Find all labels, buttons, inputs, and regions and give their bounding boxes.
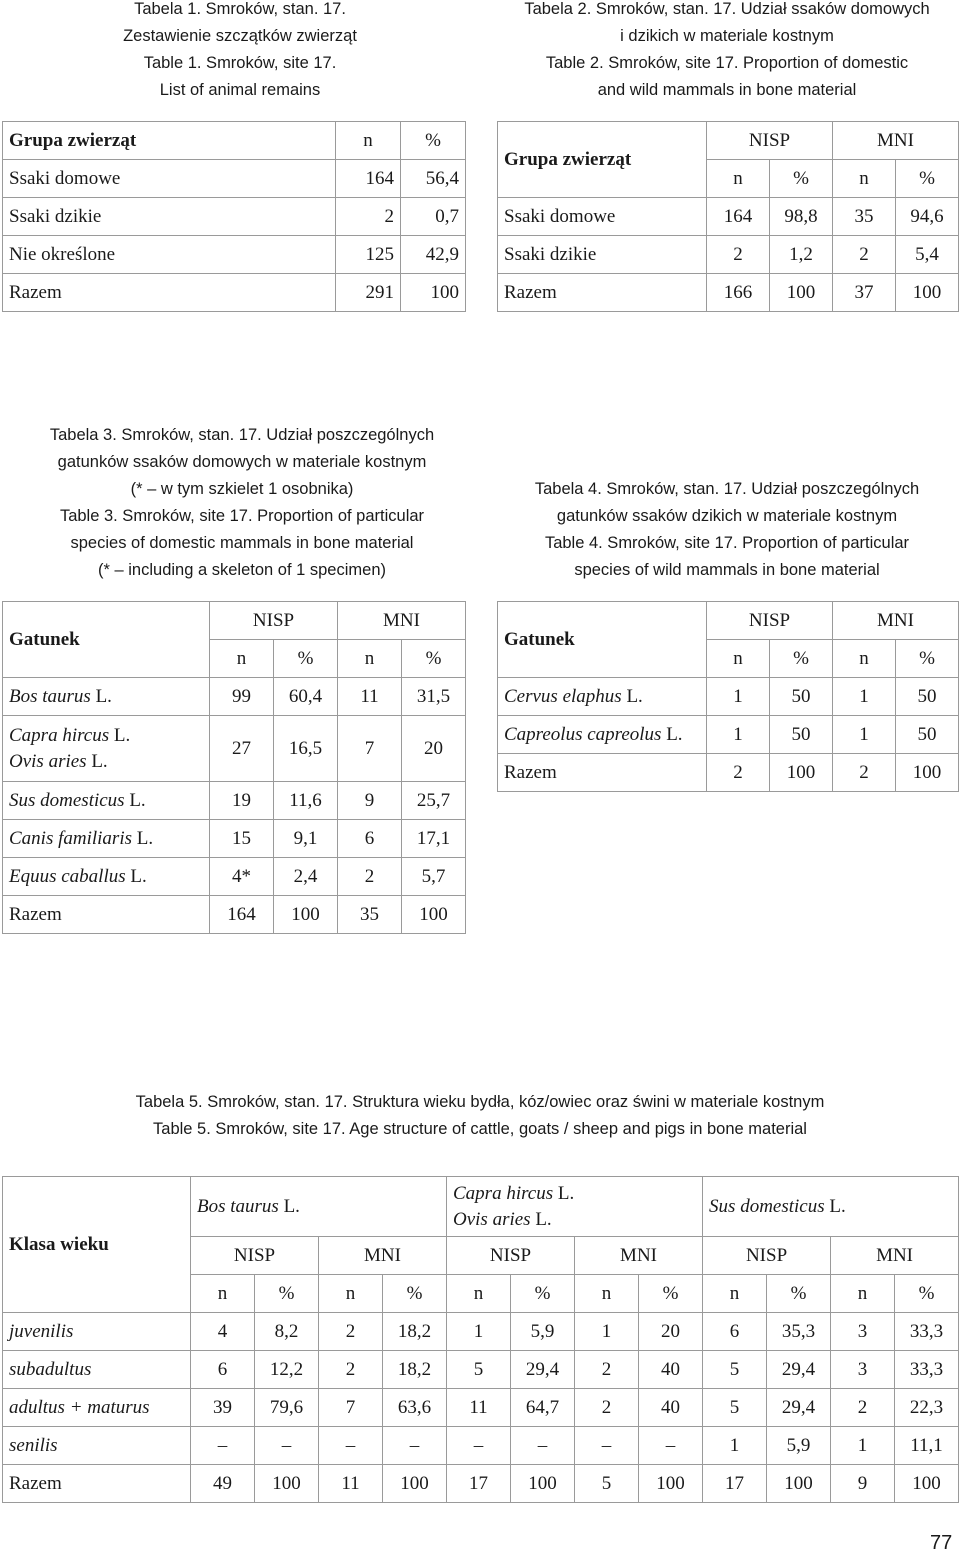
species-author: L. (109, 724, 131, 746)
table-header-row (3, 602, 466, 640)
cell: 100 (401, 274, 466, 312)
table1-caption (60, 0, 420, 104)
species-cell (3, 716, 210, 782)
header-nisp: NISP (447, 1237, 575, 1275)
cell: 25,7 (402, 782, 466, 820)
header-mni: MNI (833, 602, 959, 640)
header-n: n (210, 640, 274, 678)
cell: 17 (447, 1465, 511, 1503)
cell: Razem (3, 274, 336, 312)
header-species: Gatunek (498, 602, 707, 678)
species-cell (498, 716, 707, 754)
cell: 42,9 (401, 236, 466, 274)
header-group: Grupa zwierząt (498, 122, 707, 198)
header-pct: % (767, 1275, 831, 1313)
cell: 5,4 (896, 236, 959, 274)
cell: Razem (498, 754, 707, 792)
header-n: n (338, 640, 402, 678)
cell: 40 (639, 1389, 703, 1427)
header-n: n (833, 640, 896, 678)
cell: 1 (447, 1313, 511, 1351)
cell: 9,1 (274, 820, 338, 858)
cell: 5 (447, 1351, 511, 1389)
species-author: L. (86, 750, 108, 772)
cell: 98,8 (770, 198, 833, 236)
cell: 39 (191, 1389, 255, 1427)
header-pct: % (639, 1275, 703, 1313)
cell: 100 (770, 274, 833, 312)
cell: 100 (767, 1465, 831, 1503)
species-author: L. (530, 1208, 552, 1230)
header-n: n (831, 1275, 895, 1313)
table4 (497, 601, 959, 792)
cell: 100 (896, 274, 959, 312)
table3-caption (2, 422, 482, 584)
cell: 2 (833, 754, 896, 792)
table-row (498, 754, 959, 792)
cell: 50 (770, 716, 833, 754)
caption-line: Tabela 5. Smroków, stan. 17. Struktura wieku bydła, kóz/owiec oraz świni w materiale kostnym (135, 1093, 825, 1111)
cell: Ssaki dzikie (498, 236, 707, 274)
cell: 166 (707, 274, 770, 312)
header-n: n (707, 160, 770, 198)
cell: Razem (498, 274, 707, 312)
cell: 1 (707, 716, 770, 754)
species-name: Capreolus capreolus (504, 723, 662, 745)
species-author: L. (90, 685, 112, 707)
cell: 2 (833, 236, 896, 274)
caption-line: species of wild mammals in bone material (574, 561, 880, 579)
header-pct: % (401, 122, 466, 160)
species-author: L. (278, 1195, 300, 1217)
table1 (2, 121, 466, 312)
table-header-row (498, 122, 959, 160)
header-pct: % (255, 1275, 319, 1313)
caption-line: Table 2. Smroków, site 17. Proportion of domestic (545, 54, 909, 72)
cell: – (383, 1427, 447, 1465)
cell: 0,7 (401, 198, 466, 236)
age-class-cell: senilis (3, 1427, 191, 1465)
cell: 2 (575, 1389, 639, 1427)
species-author: L. (621, 685, 643, 707)
age-class-cell: Razem (3, 1465, 191, 1503)
cell: 100 (383, 1465, 447, 1503)
cell: 2,4 (274, 858, 338, 896)
header-nisp: NISP (707, 602, 833, 640)
cell: 1 (703, 1427, 767, 1465)
cell: 100 (895, 1465, 959, 1503)
cell: 20 (402, 716, 466, 782)
cell: 33,3 (895, 1351, 959, 1389)
cell: 5 (703, 1351, 767, 1389)
cell: 2 (575, 1351, 639, 1389)
species-name: Cervus elaphus (504, 685, 622, 707)
table-row (3, 782, 466, 820)
cell: 100 (896, 754, 959, 792)
cell: 1,2 (770, 236, 833, 274)
caption-line: Table 1. Smroków, site 17. (143, 54, 337, 72)
caption-line: species of domestic mammals in bone material (70, 534, 414, 552)
cell: 2 (338, 858, 402, 896)
cell: 17,1 (402, 820, 466, 858)
cell: 2 (319, 1351, 383, 1389)
table-row (3, 1389, 959, 1427)
header-mni: MNI (833, 122, 959, 160)
caption-line: Table 3. Smroków, site 17. Proportion of particular (59, 507, 425, 525)
header-pct: % (274, 640, 338, 678)
cell: 164 (707, 198, 770, 236)
age-class-cell: subadultus (3, 1351, 191, 1389)
cell: 16,5 (274, 716, 338, 782)
table-row (3, 274, 466, 312)
cell: 100 (255, 1465, 319, 1503)
cell: 15 (210, 820, 274, 858)
cell: 20 (639, 1313, 703, 1351)
species-name: Ovis aries (453, 1208, 531, 1230)
caption-line: gatunków ssaków dzikich w materiale kostnym (556, 507, 898, 525)
table-row (3, 198, 466, 236)
cell: 2 (319, 1313, 383, 1351)
cell: Ssaki domowe (498, 198, 707, 236)
header-age-class: Klasa wieku (3, 1177, 191, 1313)
cell: 50 (896, 716, 959, 754)
cell: 37 (833, 274, 896, 312)
species-author: L. (553, 1182, 575, 1204)
cell: 40 (639, 1351, 703, 1389)
header-nisp: NISP (210, 602, 338, 640)
cell: Razem (3, 896, 210, 934)
table-row (498, 236, 959, 274)
caption-line: Tabela 4. Smroków, stan. 17. Udział poszczególnych (534, 480, 920, 498)
species-name: Ovis aries (9, 750, 87, 772)
cell: 100 (274, 896, 338, 934)
caption-line: (* – w tym szkielet 1 osobnika) (130, 480, 354, 498)
header-n: n (191, 1275, 255, 1313)
header-n: n (575, 1275, 639, 1313)
header-n: n (319, 1275, 383, 1313)
cell: – (511, 1427, 575, 1465)
cell: 64,7 (511, 1389, 575, 1427)
cell: 29,4 (767, 1389, 831, 1427)
cell: 5,9 (767, 1427, 831, 1465)
cell: 164 (210, 896, 274, 934)
species-name: Canis familiaris (9, 827, 132, 849)
cell: 35 (338, 896, 402, 934)
table-row (3, 820, 466, 858)
species-name: Sus domesticus (9, 789, 125, 811)
species-author: L. (132, 827, 154, 849)
cell: 50 (770, 678, 833, 716)
cell: 100 (511, 1465, 575, 1503)
species-author: L. (661, 723, 683, 745)
header-nisp: NISP (703, 1237, 831, 1275)
header-n: n (833, 160, 896, 198)
caption-line: List of animal remains (159, 81, 321, 99)
page-number: 77 (930, 1532, 953, 1554)
cell: 2 (336, 198, 401, 236)
species-cell (498, 678, 707, 716)
table-row (3, 1351, 959, 1389)
species-cell (3, 782, 210, 820)
header-pct: % (383, 1275, 447, 1313)
species-cell (3, 858, 210, 896)
species-author: L. (824, 1195, 846, 1217)
cell: 4* (210, 858, 274, 896)
cell: – (575, 1427, 639, 1465)
table-species-row (3, 1177, 959, 1237)
cell: 8,2 (255, 1313, 319, 1351)
cell: 2 (707, 236, 770, 274)
table-row (3, 160, 466, 198)
cell: 27 (210, 716, 274, 782)
header-nisp: NISP (707, 122, 833, 160)
header-mni: MNI (575, 1237, 703, 1275)
cell: 63,6 (383, 1389, 447, 1427)
table-header-row (498, 602, 959, 640)
cell: 94,6 (896, 198, 959, 236)
cell: 7 (319, 1389, 383, 1427)
table-row (3, 678, 466, 716)
caption-line: Table 5. Smroków, site 17. Age structure of cattle, goats / sheep and pigs in bone material (153, 1120, 807, 1138)
table-header-row (3, 122, 466, 160)
cell: – (191, 1427, 255, 1465)
header-mni: MNI (831, 1237, 959, 1275)
header-pct: % (770, 640, 833, 678)
cell: 125 (336, 236, 401, 274)
species-name: Bos taurus (197, 1195, 279, 1217)
table2-caption (497, 0, 957, 104)
cell: 60,4 (274, 678, 338, 716)
caption-line: Zestawienie szczątków zwierząt (123, 27, 357, 45)
cell: 18,2 (383, 1313, 447, 1351)
cell: 17 (703, 1465, 767, 1503)
table3 (2, 601, 466, 934)
table-row (3, 236, 466, 274)
cell: Ssaki dzikie (3, 198, 336, 236)
caption-line: gatunków ssaków domowych w materiale kostnym (57, 453, 427, 471)
cell: 50 (896, 678, 959, 716)
cell: 1 (831, 1427, 895, 1465)
table-row (3, 1427, 959, 1465)
cell: 12,2 (255, 1351, 319, 1389)
cell: 100 (402, 896, 466, 934)
species-name: Equus caballus (9, 865, 126, 887)
species-name: Capra hircus (9, 724, 110, 746)
cell: 11 (447, 1389, 511, 1427)
species-name: Capra hircus (453, 1182, 554, 1204)
cell: 11 (338, 678, 402, 716)
species-author: L. (125, 865, 147, 887)
table5 (2, 1176, 959, 1503)
header-species (191, 1177, 447, 1237)
header-pct: % (770, 160, 833, 198)
cell: Ssaki domowe (3, 160, 336, 198)
table-row (3, 1465, 959, 1503)
cell: 29,4 (511, 1351, 575, 1389)
cell: – (319, 1427, 383, 1465)
cell: 31,5 (402, 678, 466, 716)
cell: 1 (833, 678, 896, 716)
cell: 11,6 (274, 782, 338, 820)
cell: 11 (319, 1465, 383, 1503)
cell: 3 (831, 1351, 895, 1389)
cell: 19 (210, 782, 274, 820)
caption-line: Tabela 1. Smroków, stan. 17. (134, 0, 346, 18)
cell: – (255, 1427, 319, 1465)
table-row (498, 678, 959, 716)
cell: 7 (338, 716, 402, 782)
cell: 291 (336, 274, 401, 312)
header-nisp: NISP (191, 1237, 319, 1275)
table-row (3, 858, 466, 896)
species-cell (3, 678, 210, 716)
cell: 4 (191, 1313, 255, 1351)
header-pct: % (511, 1275, 575, 1313)
species-name: Sus domesticus (709, 1195, 825, 1217)
cell: 22,3 (895, 1389, 959, 1427)
age-class-cell: juvenilis (3, 1313, 191, 1351)
cell: 29,4 (767, 1351, 831, 1389)
table5-body (3, 1313, 959, 1503)
cell: 79,6 (255, 1389, 319, 1427)
caption-line: and wild mammals in bone material (597, 81, 857, 99)
header-n: n (336, 122, 401, 160)
caption-line: (* – including a skeleton of 1 specimen) (98, 561, 386, 579)
age-class-cell: adultus + maturus (3, 1389, 191, 1427)
cell: 5 (575, 1465, 639, 1503)
cell: 1 (833, 716, 896, 754)
cell: 49 (191, 1465, 255, 1503)
table-row (3, 716, 466, 782)
cell: – (447, 1427, 511, 1465)
cell: 5,7 (402, 858, 466, 896)
cell: 35 (833, 198, 896, 236)
header-pct: % (895, 1275, 959, 1313)
table-row (3, 1313, 959, 1351)
header-mni: MNI (338, 602, 466, 640)
cell: Nie określone (3, 236, 336, 274)
cell: 6 (191, 1351, 255, 1389)
header-n: n (447, 1275, 511, 1313)
cell: 99 (210, 678, 274, 716)
header-species: Gatunek (3, 602, 210, 678)
caption-line: Tabela 3. Smroków, stan. 17. Udział poszczególnych (49, 426, 435, 444)
cell: 2 (707, 754, 770, 792)
table5-caption (0, 1089, 960, 1143)
cell: 35,3 (767, 1313, 831, 1351)
cell: 5,9 (511, 1313, 575, 1351)
table-row (498, 716, 959, 754)
cell: 2 (831, 1389, 895, 1427)
cell: 3 (831, 1313, 895, 1351)
cell: 9 (338, 782, 402, 820)
table-row (498, 274, 959, 312)
cell: 18,2 (383, 1351, 447, 1389)
species-cell (3, 820, 210, 858)
cell: 1 (575, 1313, 639, 1351)
header-mni: MNI (319, 1237, 447, 1275)
header-pct: % (402, 640, 466, 678)
header-species (703, 1177, 959, 1237)
header-n: n (707, 640, 770, 678)
species-author: L. (124, 789, 146, 811)
cell: 100 (770, 754, 833, 792)
table-row (498, 198, 959, 236)
header-n: n (703, 1275, 767, 1313)
caption-line: Tabela 2. Smroków, stan. 17. Udział ssaków domowych (524, 0, 930, 18)
table-row (3, 896, 466, 934)
cell: 164 (336, 160, 401, 198)
table2 (497, 121, 959, 312)
caption-line: Table 4. Smroków, site 17. Proportion of particular (544, 534, 910, 552)
cell: 6 (338, 820, 402, 858)
cell: 5 (703, 1389, 767, 1427)
cell: – (639, 1427, 703, 1465)
cell: 33,3 (895, 1313, 959, 1351)
cell: 9 (831, 1465, 895, 1503)
header-pct: % (896, 160, 959, 198)
cell: 1 (707, 678, 770, 716)
table4-caption (497, 476, 957, 584)
species-name: Bos taurus (9, 685, 91, 707)
header-species (447, 1177, 703, 1237)
cell: 56,4 (401, 160, 466, 198)
caption-line: i dzikich w materiale kostnym (620, 27, 834, 45)
cell: 100 (639, 1465, 703, 1503)
header-pct: % (896, 640, 959, 678)
cell: 11,1 (895, 1427, 959, 1465)
header-group: Grupa zwierząt (3, 122, 336, 160)
cell: 6 (703, 1313, 767, 1351)
